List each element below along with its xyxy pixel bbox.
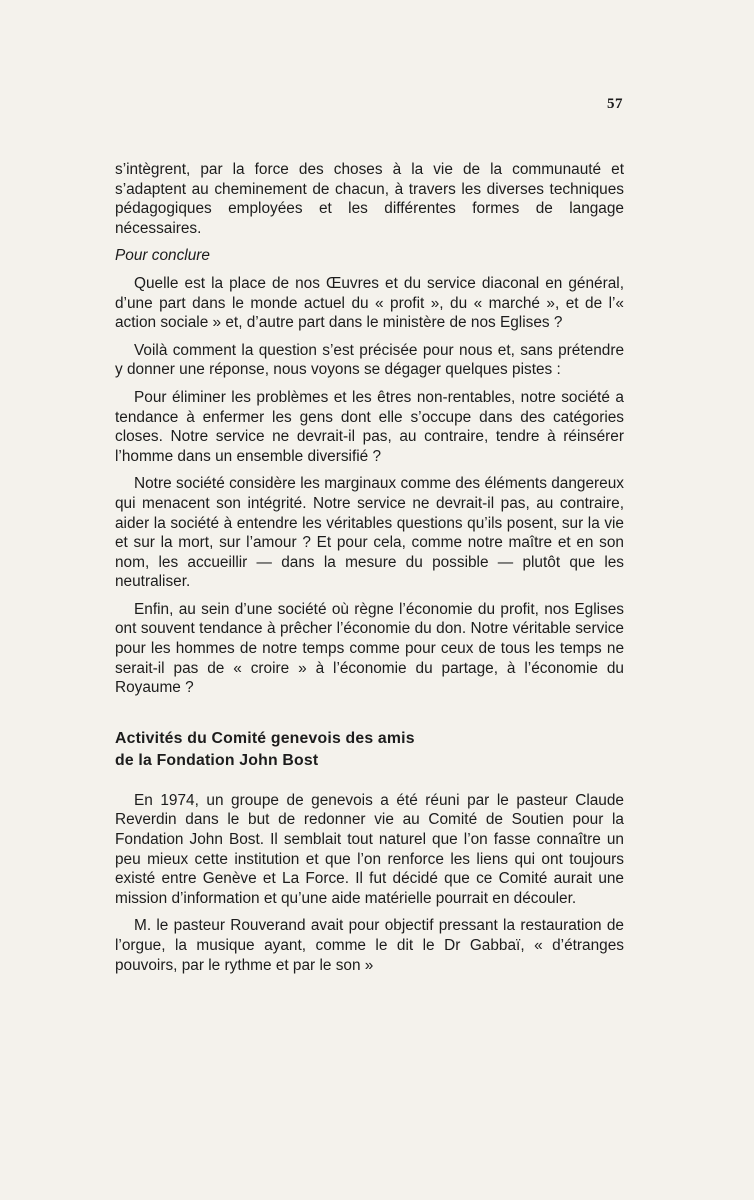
paragraph-enfin: Enfin, au sein d’une société où règne l’économie du profit, nos Eglises ont souvent tendance à prêcher l’économie du don. Notre véritable service pour les hommes de notre temps comme pour ceux de tous les temps ne serait-il pas de « croire » à l’économie du partage, à l’économie du Royaume ? <box>115 600 624 697</box>
page-number: 57 <box>607 96 623 112</box>
paragraph-question: Quelle est la place de nos Œuvres et du service diaconal en général, d’une part dans le monde actuel du « profit », du « marché », et de l’« action sociale » et, d’autre part dans le ministère de nos Eglises ? <box>115 274 624 332</box>
paragraph-pistes: Voilà comment la question s’est précisée pour nous et, sans prétendre y donner une réponse, nous voyons se dégager quelques pistes : <box>115 341 624 379</box>
body-text <box>115 160 624 983</box>
paragraph-marginaux: Notre société considère les marginaux comme des éléments dangereux qui menacent son intégrité. Notre service ne devrait-il pas, au contraire, aider la société à entendre les véritables questions qu’ils posent, sur la vie et sur la mort, sur l’amour ? Et pour cela, comme notre maître et en son nom, les accueillir — dans la mesure du possible — plutôt que les neutraliser. <box>115 475 624 591</box>
section-heading-line-2: de la Fondation John Bost <box>115 751 319 769</box>
paragraph-orgue: M. le pasteur Rouverand avait pour objectif pressant la restauration de l’orgue, la musique ayant, comme le dit le Dr Gabbaï, « d’étranges pouvoirs, par le rythme et par le son » <box>115 917 624 974</box>
paragraph-1974: En 1974, un groupe de genevois a été réuni par le pasteur Claude Reverdin dans le but de redonner vie au Comité de Soutien pour la Fondation John Bost. Il semblait tout naturel que l’on fasse connaître un peu mieux cette institution et que l’on renforce les liens qui ont toujours existé entre Genève et La Force. Il fut décidé que ce Comité aurait une mission d’information et qu’une aide matérielle pourrait en découler. <box>115 791 624 907</box>
section-heading-line-1: Activités du Comité genevois des amis <box>115 729 415 747</box>
paragraph-eliminer: Pour éliminer les problèmes et les êtres non-rentables, notre société a tendance à enfermer les gens dont elle s’occupe dans des catégories closes. Notre service ne devrait-il pas, au contraire, tendre à réinsérer l’homme dans un ensemble diversifié ? <box>115 388 624 465</box>
subheading-pour-conclure: Pour conclure <box>115 247 210 265</box>
section-heading <box>115 728 624 772</box>
paragraph-continuation: s’intègrent, par la force des choses à la vie de la communauté et s’adaptent au cheminement de chacun, à travers les diverses techniques pédagogiques employées et les différentes formes de langage nécessaires. <box>115 161 624 237</box>
